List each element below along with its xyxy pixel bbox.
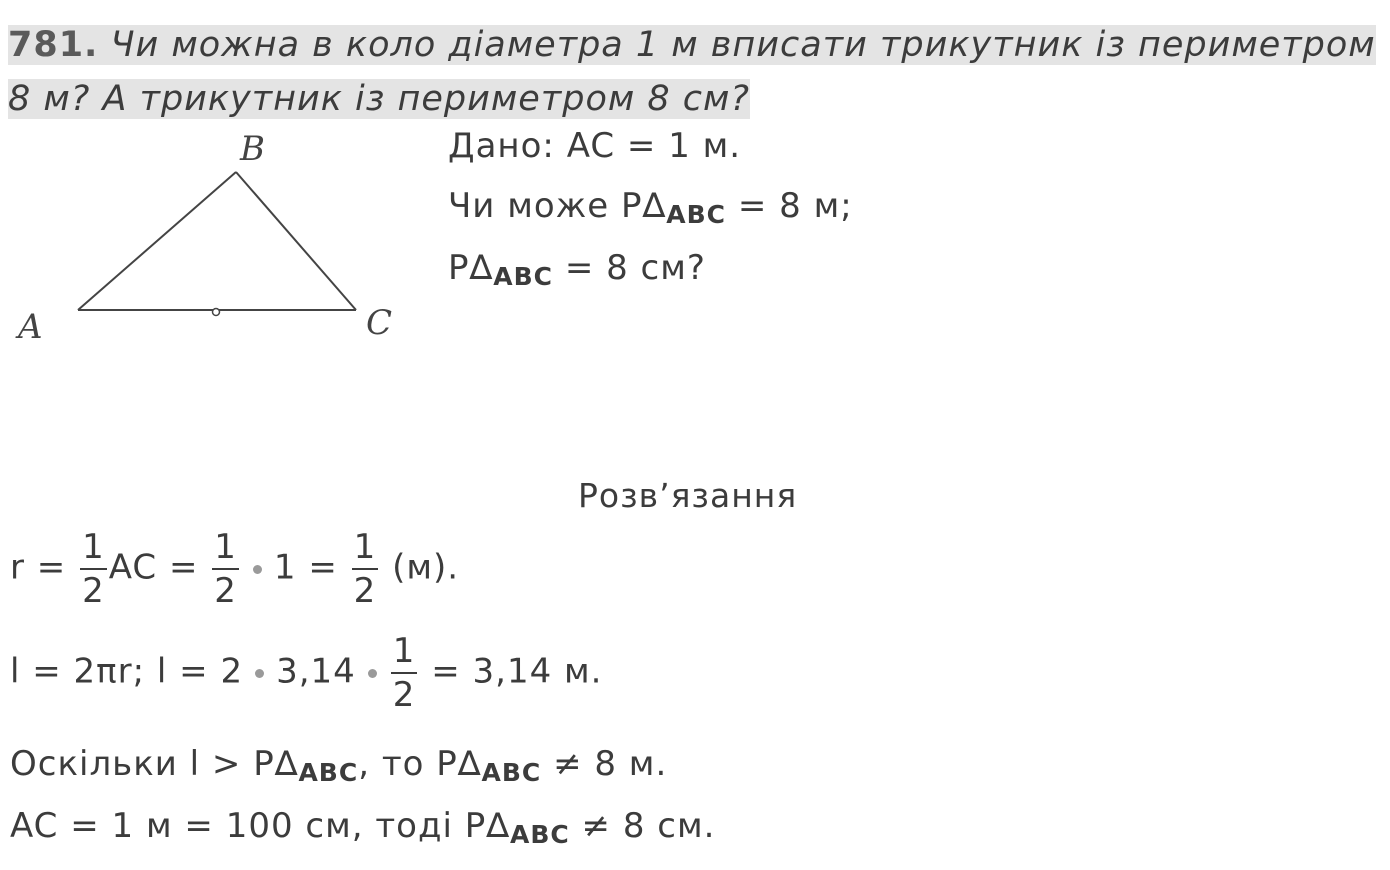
problem-line-1 [8, 18, 1376, 72]
side-bc [236, 172, 356, 310]
given-line-2 [448, 186, 853, 229]
radius-one: 1 = [273, 547, 350, 588]
centimeter-line [10, 806, 715, 849]
compare-sub-2: ABC [481, 758, 542, 787]
problem-text-2: 8 м? А трикутник із периметром 8 см? [8, 79, 750, 119]
fraction-half-3 [352, 527, 379, 611]
fraction-numerator: 1 [391, 634, 418, 674]
radius-lhs: r = [10, 547, 79, 588]
fraction-half-4 [391, 631, 418, 715]
problem-text-1: Чи можна в коло діаметра 1 м вписати трикутник із периметром [110, 25, 1376, 65]
fraction-numerator: 1 [212, 530, 239, 570]
radius-equation [10, 527, 460, 611]
radius-mid: AC = [108, 547, 211, 588]
length-part-3: = 3,14 м. [419, 651, 603, 692]
problem-line-2 [8, 72, 750, 126]
fraction-denominator: 2 [214, 571, 237, 611]
multiply-dot [255, 669, 264, 678]
multiply-dot [368, 669, 377, 678]
given-line-3-prefix: P∆ [448, 248, 494, 288]
problem-number: 781. [8, 25, 99, 65]
comparison-line [10, 744, 667, 787]
side-ab [78, 172, 236, 310]
compare-mid: , то P∆ [358, 744, 482, 784]
fraction-numerator: 1 [352, 530, 379, 570]
compare-sub-1: ABC [298, 758, 359, 787]
cm-sub: ABC [509, 820, 570, 849]
cm-prefix: AC = 1 м = 100 см, тоді P∆ [10, 806, 510, 846]
vertex-label-b: B [240, 129, 265, 169]
triangle-figure [0, 120, 420, 360]
fraction-denominator: 2 [392, 675, 416, 715]
fraction-denominator: 2 [82, 571, 105, 611]
multiply-dot [253, 565, 262, 574]
vertex-label-a: A [18, 307, 43, 347]
given-line-3-suffix: = 8 см? [553, 248, 706, 288]
fraction-half-1 [80, 527, 107, 611]
solution-heading: Розв’язання [578, 476, 798, 515]
cm-suffix: ≠ 8 см. [569, 806, 716, 846]
given-line-3 [448, 248, 706, 291]
length-part-2: 3,14 [276, 651, 356, 692]
radius-unit: (м). [380, 547, 460, 588]
fraction-denominator: 2 [353, 571, 377, 611]
given-line-3-sub: ABC [493, 262, 554, 291]
vertex-label-c: C [366, 303, 393, 343]
given-line-2-prefix: Чи може P∆ [448, 186, 667, 226]
length-equation [10, 631, 603, 715]
problem-line-1-highlight [8, 25, 1376, 65]
given-line-2-sub: ABC [666, 200, 727, 229]
compare-prefix: Оскільки l > P∆ [10, 744, 299, 784]
given-line-2-suffix: = 8 м; [726, 186, 853, 226]
length-part-1: l = 2πr; l = 2 [10, 651, 244, 692]
fraction-numerator: 1 [80, 530, 107, 570]
fraction-half-2 [212, 527, 239, 611]
midpoint-o [213, 309, 220, 316]
compare-suffix: ≠ 8 м. [541, 744, 668, 784]
given-line-1: Дано: AC = 1 м. [448, 126, 742, 166]
